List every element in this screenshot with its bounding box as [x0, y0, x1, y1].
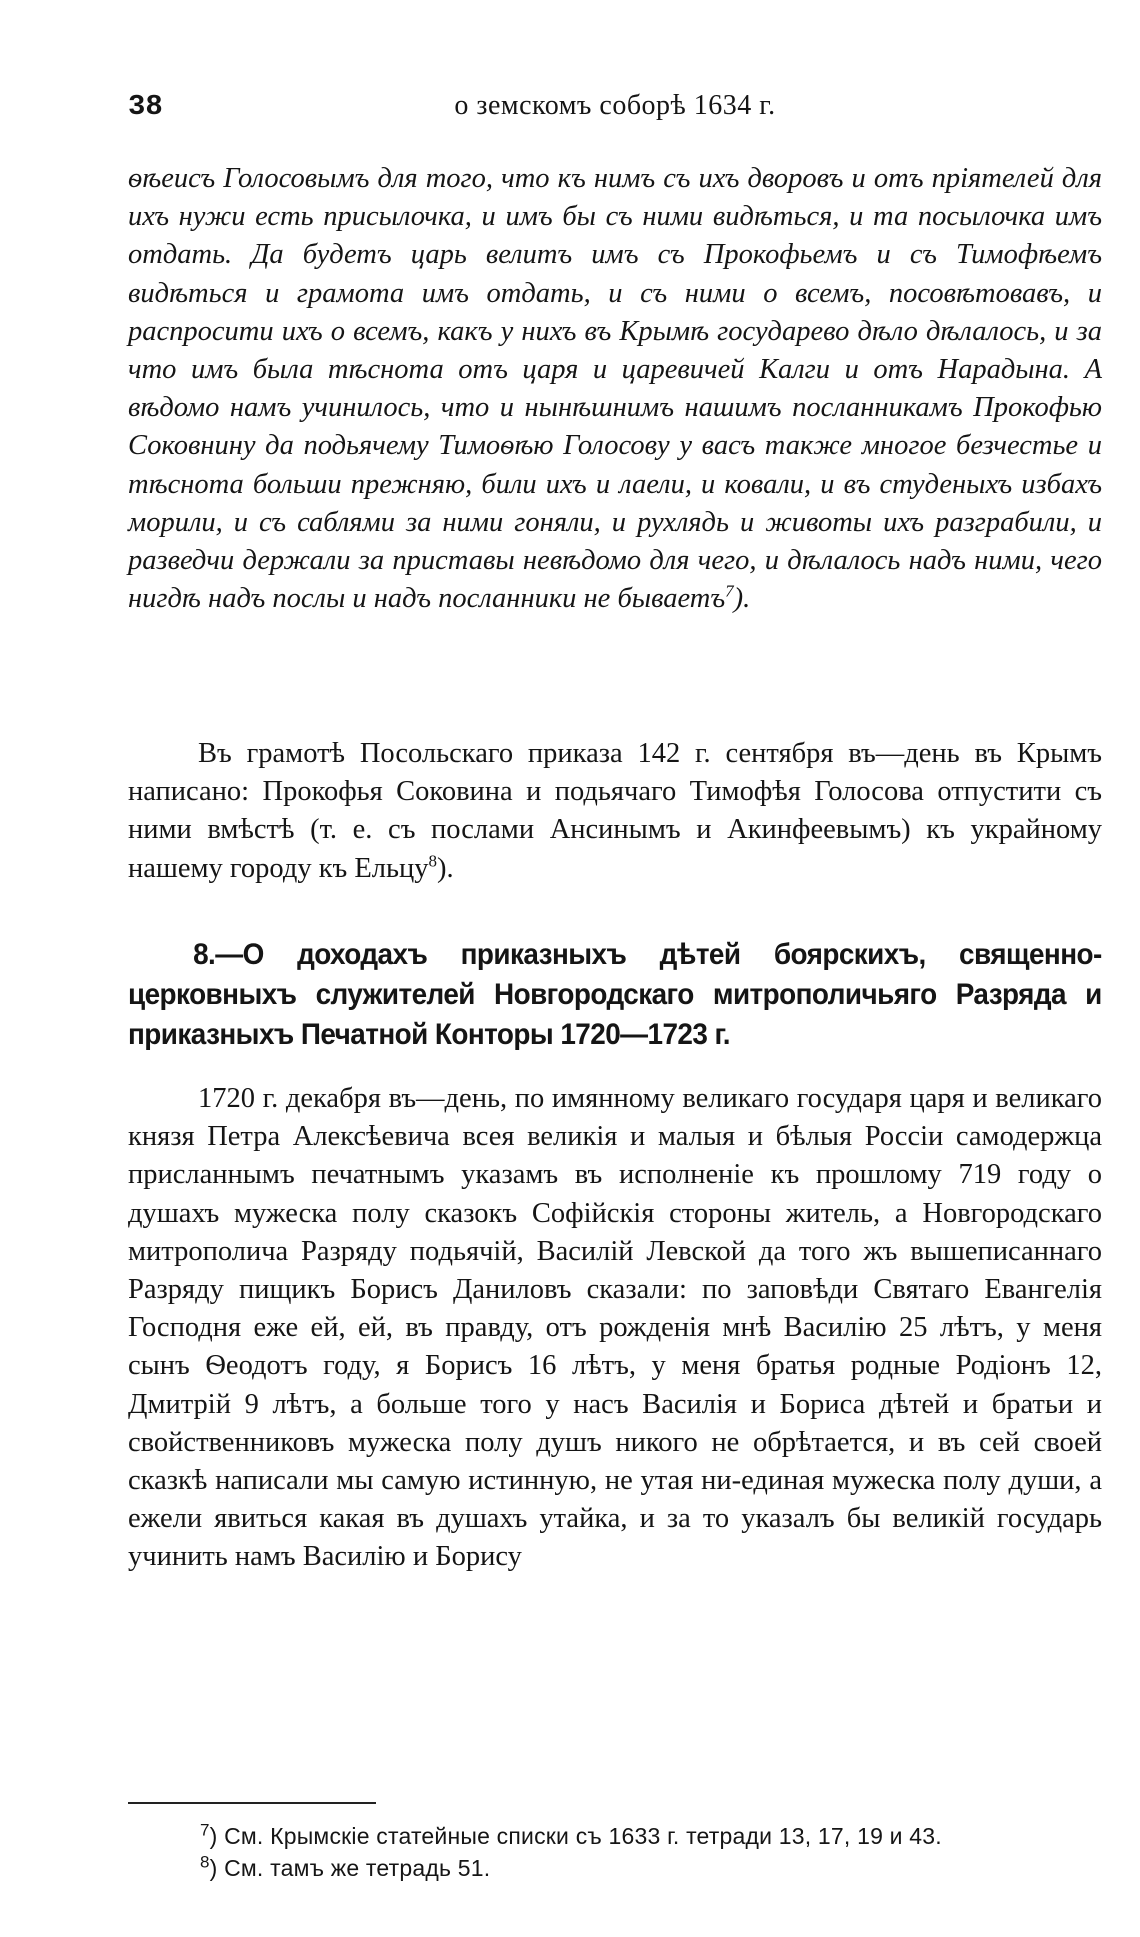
paragraph-text: Въ грамотѣ Посольскаго приказа 142 г. сентября въ—день въ Крымъ написано: Прокофья Соковина и подьячаго Тимофѣя Голосова отпустити съ ними вмѣстѣ (т. е. съ послами Ансинымъ и Акинфеевымъ) къ украйному нашему городу къ Ельцу — [128, 738, 1102, 884]
footnote-divider — [128, 1802, 376, 1804]
footnote-ref-8[interactable]: 8 — [428, 851, 438, 871]
footnote-marker: 8 — [200, 1852, 210, 1872]
footnote-marker: 7 — [200, 1820, 210, 1840]
footnote-7 — [200, 1820, 1102, 1852]
running-title: о земскомъ соборѣ 1634 г. — [454, 90, 776, 121]
paragraph-tail: ). — [437, 852, 454, 884]
paragraph-text: 1720 г. декабря въ—день, по имянному великаго государя царя и великаго князя Петра Алексѣевича всея великія и малыя и бѣлыя Россіи самодержца присланнымъ печатнымъ указамъ въ исполненіе къ прошлому 719 году о душахъ мужеска полу сказокъ Софійскія стороны житель, а Новгородскаго митрополича Разряду подьячій, Василій Левской да того жъ вышеписаннаго Разряду пищикъ Борисъ Даниловъ сказали: по заповѣди Святаго Евангелія Господня еже ей, ей, въ правду, отъ рожденія мнѣ Василію 25 лѣтъ, у меня сынъ Ѳеодотъ году, я Борисъ 16 лѣтъ, у меня братья родные Родіонъ 12, Дмитрій 9 лѣтъ, а больше того у насъ Василія и Бориса дѣтей и братьи и свойственниковъ мужеска полу душъ никого не обрѣтается, и въ сей своей сказкѣ написали мы самую истинную, не утая ни-единая мужеска полу души, а ежели явиться какая въ душахъ утайка, и за то указалъ бы великій государь учинить намъ Василію и Борису — [128, 1083, 1102, 1573]
footnote-8 — [200, 1852, 1102, 1884]
quoted-passage-text: ѳѣеисъ Голосовымъ для того, что къ нимъ съ ихъ дворовъ и отъ пріятелей для ихъ нужи есть присылочка, и имъ бы съ ними видѣться, и та посылочка имъ отдать. Да будетъ царь велитъ имъ съ Прокофьемъ и съ Тимофѣемъ видѣться и грамота имъ отдать, и съ ними о всемъ, посовѣтовавъ, и распросити ихъ о всемъ, какъ у нихъ въ Крымѣ государево дѣло дѣлалось, и за что имъ была тѣснота отъ царя и царевичей Калги и отъ Нарадына. А вѣдомо намъ учинилось, что и нынѣшнимъ нашимъ посланникамъ Прокофью Соковнину да подьячему Тимоѳѣю Голосову у васъ также многое безчестье и тѣснота больши прежняю, били ихъ и лаели, и ковали, и въ студеныхъ избахъ морили, и съ саблями за ними гоняли, и рухлядь и животы ихъ разграбили, и разведчи держали за приставы невѣдомо для чего, и дѣлалось надъ ними, чего нигдѣ надъ послы и надъ посланники не бываетъ — [128, 163, 1102, 615]
quoted-passage-tail: ). — [733, 583, 751, 615]
footnote-ref-7[interactable]: 7 — [725, 581, 734, 601]
running-head — [128, 90, 1102, 130]
section-heading: 8.—О доходахъ приказныхъ дѣтей боярскихъ, священно-церковныхъ служителей Новгородскаго митрополичьяго Разряда и приказныхъ Печатной Конторы 1720—1723 г. — [128, 938, 1102, 1051]
page-number: 38 — [128, 90, 163, 123]
quoted-passage — [128, 160, 1102, 618]
paragraph — [128, 1080, 1102, 1577]
footnotes — [200, 1820, 1102, 1884]
paragraph — [128, 735, 1102, 888]
footnote-text: ) См. Крымскіе статейные списки съ 1633 г. тетради 13, 17, 19 и 43. — [209, 1823, 942, 1849]
footnote-text: ) См. тамъ же тетрадь 51. — [209, 1855, 491, 1881]
